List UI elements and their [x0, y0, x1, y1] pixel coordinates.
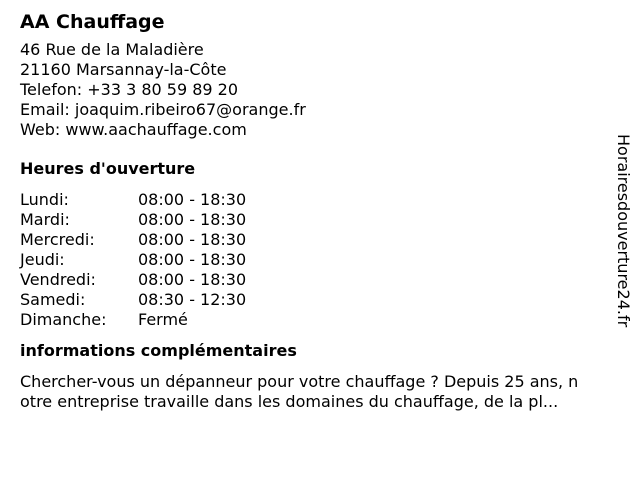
hours-row [20, 250, 246, 270]
hours-time: 08:00 - 18:30 [138, 250, 247, 269]
hours-day: Lundi: [20, 190, 69, 209]
hours-day: Dimanche: [20, 310, 107, 329]
phone-line: Telefon: +33 3 80 59 89 20 [20, 80, 239, 99]
opening-hours-table [20, 190, 246, 330]
hours-row [20, 270, 246, 290]
address-street: 46 Rue de la Maladière [20, 40, 204, 59]
business-name: AA Chauffage [20, 11, 165, 33]
description-text [20, 372, 630, 412]
description-line: Chercher-vous un dépanneur pour votre chauffage ? Depuis 25 ans, n [20, 372, 579, 391]
hours-day: Mercredi: [20, 230, 95, 249]
hours-time: Fermé [138, 310, 188, 329]
additional-info-heading: informations complémentaires [20, 341, 297, 360]
hours-time: 08:30 - 12:30 [138, 290, 247, 309]
hours-row [20, 290, 246, 310]
email-line: Email: joaquim.ribeiro67@orange.fr [20, 100, 306, 119]
hours-day: Mardi: [20, 210, 70, 229]
hours-time: 08:00 - 18:30 [138, 270, 247, 289]
address-city: 21160 Marsannay-la-Côte [20, 60, 227, 79]
hours-row [20, 210, 246, 230]
web-line: Web: www.aachauffage.com [20, 120, 247, 139]
hours-time: 08:00 - 18:30 [138, 210, 247, 229]
hours-row [20, 230, 246, 250]
hours-row [20, 310, 246, 330]
hours-time: 08:00 - 18:30 [138, 230, 247, 249]
site-watermark: Horairesdouverture24.fr [614, 134, 633, 328]
hours-day: Jeudi: [20, 250, 65, 269]
hours-row [20, 190, 246, 210]
opening-hours-heading: Heures d'ouverture [20, 159, 196, 178]
hours-time: 08:00 - 18:30 [138, 190, 247, 209]
business-card [20, 10, 610, 412]
hours-day: Vendredi: [20, 270, 96, 289]
description-line: otre entreprise travaille dans les domaines du chauffage, de la pl... [20, 392, 559, 411]
hours-day: Samedi: [20, 290, 86, 309]
